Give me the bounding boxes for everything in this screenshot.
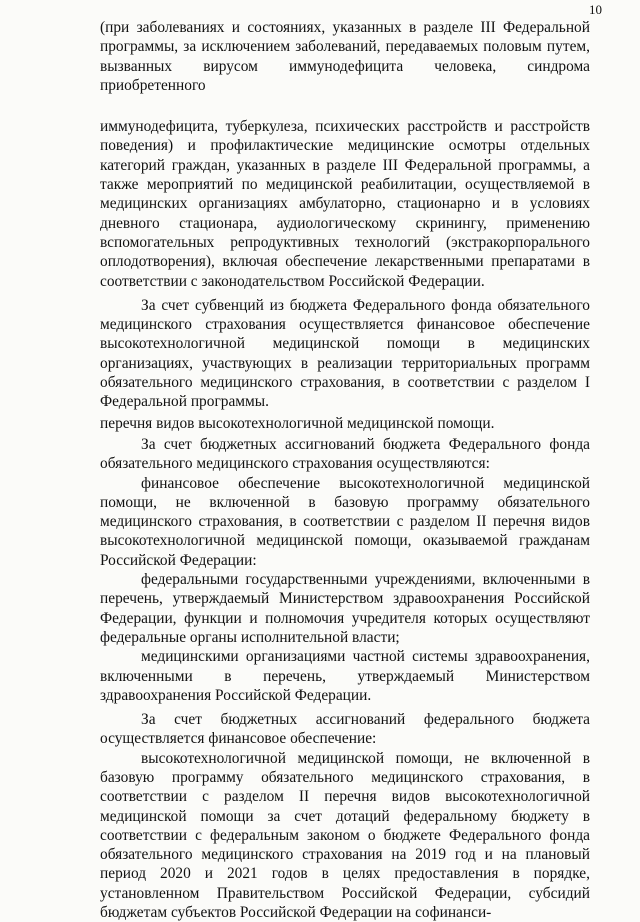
document-body [100, 18, 590, 922]
paragraph-3: За счет субвенций из бюджета Федерального фонда обязательного медицинского страхования осуществляется финансовое обеспечение высокотехнологичной медицинской помощи в медицинских организациях, участвующих в реализации территориальных программ обязательного медицинского страхования, в соответствии с разделом I Федеральной программы. [100, 296, 590, 411]
paragraph-1: (при заболеваниях и состояниях, указанных в разделе III Федеральной программы, за исключением заболеваний, передаваемых половым путем, вызванных вирусом иммунодефицита человека, синдрома приобретенного [100, 19, 590, 94]
paragraph-5: За счет бюджетных ассигнований бюджета Федерального фонда обязательного медицинского страхования осуществляются: [100, 435, 590, 473]
page-number: 10 [589, 2, 602, 17]
paragraph-4: перечня видов высокотехнологичной медицинской помощи. [100, 414, 495, 432]
paragraph-9: За счет бюджетных ассигнований федерального бюджета осуществляется финансовое обеспечение: [100, 711, 590, 748]
paragraph-8: медицинскими организациями частной системы здравоохранения, включенными в перечень, утверждаемый Министерством здравоохранения Российской Федерации. [100, 648, 590, 704]
paragraph-10: высокотехнологичной медицинской помощи, не включенной в базовую программу обязательного медицинского страхования, в соответствии с разделом II перечня видов высокотехнологичной медицинской помощи за счет дотаций федеральному бюджету в соответствии с федеральным законом о бюджете Федерального фонда обязательного медицинского страхования на 2019 год и на плановый период 2020 и 2021 годов в целях предоставления в порядке, установленном Правительством Российской Федерации, субсидий бюджетам субъектов Российской Федерации на софинанси- [100, 749, 590, 922]
paragraph-6: финансовое обеспечение высокотехнологичной медицинской помощи, не включенной в базовую программу обязательного медицинского страхования, в соответствии с разделом II перечня видов высокотехнологичной медицинской помощи, оказываемой гражданам Российской Федерации: [100, 474, 590, 569]
paragraph-7: федеральными государственными учреждениями, включенными в перечень, утверждаемый Министерством здравоохранения Российской Федерации, функции и полномочия учредителя которых осуществляют федеральные органы исполнительной власти; [100, 571, 590, 646]
paragraph-2: иммунодефицита, туберкулеза, психических расстройств и расстройств поведения) и профилактические медицинские осмотры отдельных категорий граждан, указанных в разделе III Федеральной программы, а также мероприятий по медицинской реабилитации, осуществляемой в медицинских организациях амбулаторно, стационарно и в условиях дневного стационара, аудиологическому скринингу, применению вспомогательных репродуктивных технологий (экстракорпорального оплодотворения), включая обеспечение лекарственными препаратами в соответствии с законодательством Российской Федерации. [100, 118, 590, 290]
